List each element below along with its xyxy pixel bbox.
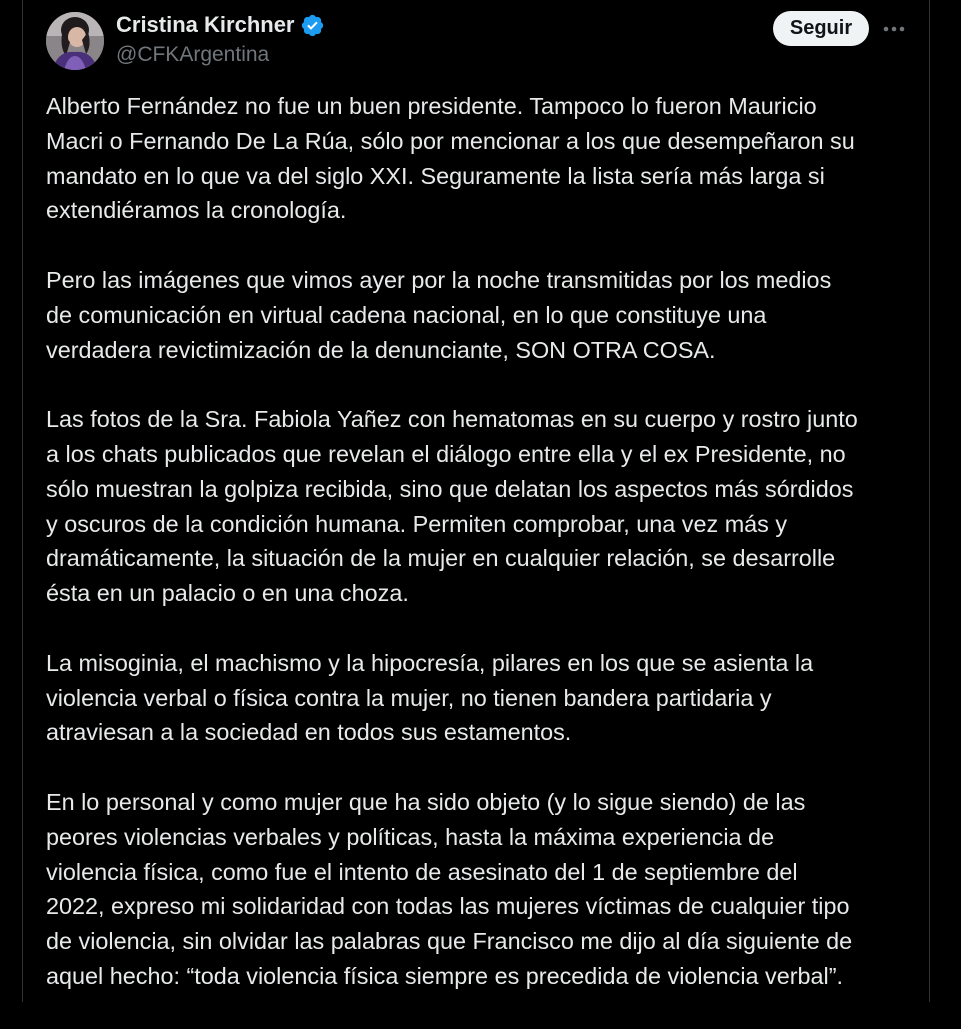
tweet-line: violencia física, como fue el intento de asesinato del 1 de septiembre del — [46, 858, 798, 885]
tweet-line: dramáticamente, la situación de la mujer en cualquier relación, se desarrolle — [46, 545, 836, 572]
tweet-line: Macri o Fernando De La Rúa, sólo por mencionar a los que desempeñaron su — [46, 127, 855, 154]
tweet-line: En lo personal y como mujer que ha sido objeto (y lo sigue siendo) de las — [46, 788, 806, 815]
tweet-line: La misoginia, el machismo y la hipocresía, pilares en los que se asienta la — [46, 649, 814, 676]
tweet-line: de violencia, sin olvidar las palabras que Francisco me dijo al día siguiente de — [46, 928, 853, 955]
tweet-line: a los chats publicados que revelan el diálogo entre ella y el ex Presidente, no — [46, 440, 846, 467]
tweet-paragraph — [46, 646, 922, 750]
follow-button[interactable]: Seguir — [773, 11, 869, 46]
tweet-line: Pero las imágenes que vimos ayer por la noche transmitidas por los medios — [46, 266, 832, 293]
tweet-paragraph — [46, 402, 922, 611]
avatar-photo-icon — [46, 12, 104, 70]
verified-badge-icon — [300, 13, 325, 38]
tweet-line: Alberto Fernández no fue un buen presidente. Tampoco lo fueron Mauricio — [46, 93, 817, 119]
author-name-text[interactable]: Cristina Kirchner — [116, 12, 295, 37]
tweet-line: peores violencias verbales y políticas, hasta la máxima experiencia de — [46, 823, 775, 850]
tweet-line: de comunicación en virtual cadena nacional, en lo que constituye una — [46, 301, 767, 328]
tweet-line: Las fotos de la Sra. Fabiola Yañez con hematomas en su cuerpo y rostro junto — [46, 406, 858, 433]
tweet-line: sólo muestran la golpiza recibida, sino que delatan los aspectos más sórdidos — [46, 475, 854, 502]
tweet-line: aquel hecho: “toda violencia física siempre es precedida de violencia verbal”. — [46, 962, 844, 989]
tweet-text — [46, 89, 922, 1029]
tweet-line: atraviesan a la sociedad en todos sus estamentos. — [46, 719, 572, 746]
tweet-paragraph — [46, 89, 922, 228]
tweet-line: ésta en un palacio o en una choza. — [46, 580, 409, 607]
tweet-line: 2022, expreso mi solidaridad con todas las mujeres víctimas de cualquier tipo — [46, 893, 850, 920]
tweet-line: extendiéramos la cronología. — [46, 197, 347, 224]
tweet-paragraph — [46, 785, 922, 994]
more-options-button[interactable] — [878, 14, 910, 44]
tweet-paragraph — [46, 263, 922, 367]
tweet-line: violencia verbal o física contra la mujer, no tienen bandera partidaria y — [46, 684, 772, 711]
more-horizontal-icon — [883, 26, 905, 32]
tweet-line: mandato en lo que va del siglo XXI. Seguramente la lista sería más larga si — [46, 162, 825, 189]
tweet-line: y oscuros de la condición humana. Permiten comprobar, una vez más y — [46, 510, 788, 537]
tweet-line: verdadera revictimización de la denunciante, SON OTRA COSA. — [46, 336, 716, 363]
author-handle[interactable]: @CFKArgentina — [116, 43, 270, 66]
author-avatar[interactable] — [46, 12, 104, 70]
author-name[interactable] — [116, 11, 325, 39]
